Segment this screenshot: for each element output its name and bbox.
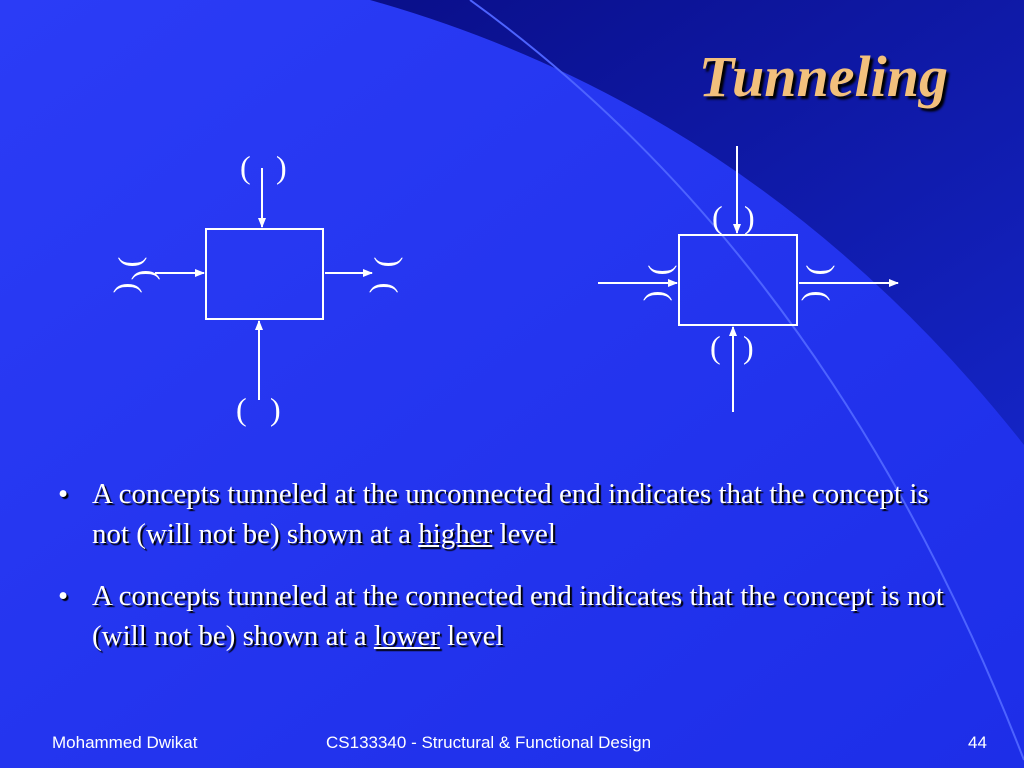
footer-course: CS133340 - Structural & Functional Design [326,733,652,752]
tunnel-glyph-bottom-left: ) [270,391,281,427]
bullet-item [58,474,958,554]
tunnel-glyph-bottom-right: ) [743,329,754,365]
tunnel-glyph-input-left: ( [111,256,147,268]
tunnel-glyph-input-right: ( [643,290,679,302]
tunnel-glyph-input-left: ( [113,282,149,294]
activity-box-left [206,229,323,319]
bullet-dot-icon: • [58,478,69,510]
tunnel-glyph-output-right: ( [799,264,835,276]
bullet-text-end: level [439,620,504,652]
bullet-item [58,576,958,656]
tunnel-glyph-top-left: ) [276,149,287,185]
tunnel-glyph-top-right: ) [744,199,755,235]
tunnel-glyph-top-left: ( [240,149,251,185]
footer-page-number: 44 [968,733,987,752]
bullet-list [58,474,958,678]
tunnel-glyph-bottom-left: ( [236,391,247,427]
tunnel-glyph-output-left: ( [367,256,403,268]
tunnel-glyph-bottom-right: ( [710,329,721,365]
bullet-emphasis: higher [418,518,493,550]
bullet-text: A concepts tunneled at the unconnected end indicates that the concept is not (will not be) shown at a [92,478,929,550]
diagram-connected-end [598,146,898,412]
tunnel-glyph-top-right: ( [712,199,723,235]
tunnel-glyph-output-right: ( [801,290,837,302]
bullet-emphasis: lower [373,620,440,652]
slide-title: Tunneling [698,44,948,109]
tunnel-glyph-output-left: ( [369,282,405,294]
diagram-unconnected-end [111,149,405,427]
activity-box-right [679,235,797,325]
tunnel-glyph-input-left: ( [131,269,167,281]
bullet-dot-icon: • [58,580,69,612]
bullet-text: A concepts tunneled at the connected end indicates that the concept is not (will not be) shown at a [92,580,944,652]
footer-author: Mohammed Dwikat [52,733,198,752]
tunnel-glyph-input-right: ( [641,264,677,276]
bullet-text-end: level [492,518,556,550]
